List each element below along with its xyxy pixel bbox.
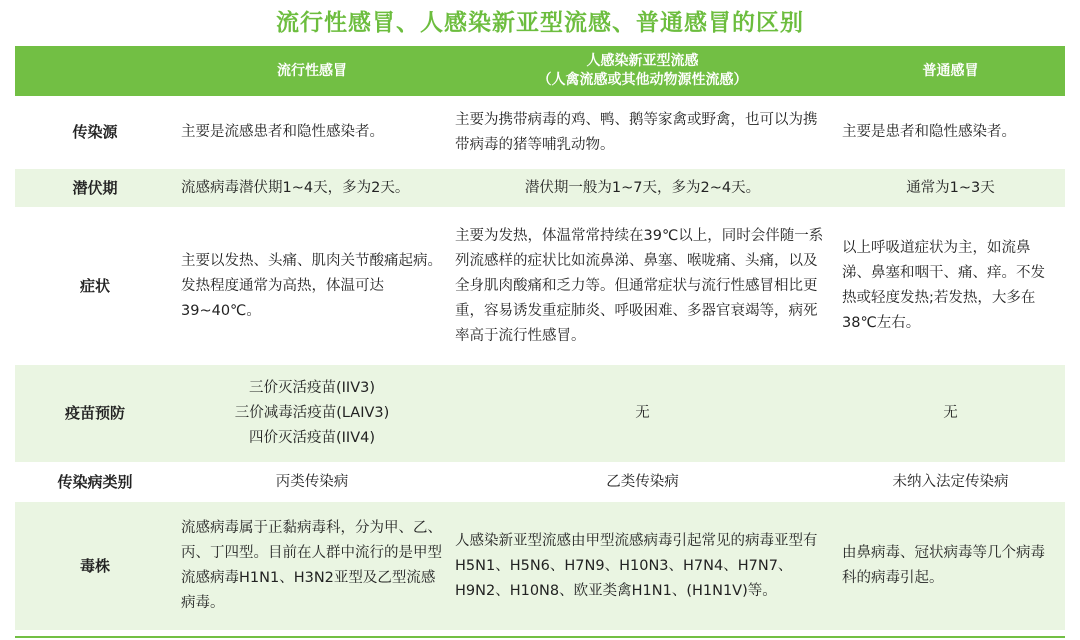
cell-flu: 主要以发热、头痛、肌肉关节酸痛起病。发热程度通常为高热，体温可达39~40℃。 <box>175 207 449 365</box>
cell-flu: 流感病毒潜伏期1~4天，多为2天。 <box>175 169 449 207</box>
header-novel-flu <box>449 46 836 96</box>
vaccine-line: 三价减毒活疫苗(LAIV3) <box>234 405 390 421</box>
cell-cold: 通常为1~3天 <box>836 169 1065 207</box>
row-disease-class <box>15 462 1065 502</box>
cell-novel: 人感染新亚型流感由甲型流感病毒引起常见的病毒亚型有H5N1、H5N6、H7N9、H10N3、H7N4、H7N7、H9N2、H10N8、欧亚类禽H1N1、(H1N1V)等。 <box>449 502 836 630</box>
header-novel-subtitle: （人禽流感或其他动物源性流感） <box>537 72 748 88</box>
row-strain <box>15 502 1065 630</box>
row-label: 症状 <box>15 207 175 365</box>
table-header-row <box>15 46 1065 96</box>
cell-flu: 主要是流感患者和隐性感染者。 <box>175 96 449 169</box>
row-label: 毒株 <box>15 502 175 630</box>
cell-flu: 丙类传染病 <box>175 462 449 502</box>
page-title: 流行性感冒、人感染新亚型流感、普通感冒的区别 <box>276 10 804 36</box>
header-flu: 流行性感冒 <box>175 46 449 96</box>
cell-cold: 未纳入法定传染病 <box>836 462 1065 502</box>
row-label: 疫苗预防 <box>15 365 175 462</box>
row-symptoms <box>15 207 1065 365</box>
cell-cold: 以上呼吸道症状为主，如流鼻涕、鼻塞和咽干、痛、痒。不发热或轻度发热;若发热，大多在38℃左右。 <box>836 207 1065 365</box>
cell-cold: 主要是患者和隐性感染者。 <box>836 96 1065 169</box>
row-incubation <box>15 169 1065 207</box>
header-common-cold: 普通感冒 <box>836 46 1065 96</box>
header-corner <box>15 46 175 96</box>
cell-flu <box>175 365 449 462</box>
vaccine-line: 三价灭活疫苗(IIV3) <box>248 380 375 396</box>
row-vaccine <box>15 365 1065 462</box>
row-label: 传染病类别 <box>15 462 175 502</box>
row-label: 传染源 <box>15 96 175 169</box>
row-label: 潜伏期 <box>15 169 175 207</box>
cell-novel: 主要为发热，体温常常持续在39℃以上，同时会伴随一系列流感样的症状比如流鼻涕、鼻塞、喉咙痛、头痛，以及全身肌肉酸痛和乏力等。但通常症状与流行性感冒相比更重，容易诱发重症肺炎、呼吸困难、多器官衰竭等，病死率高于流行性感冒。 <box>449 207 836 365</box>
cell-cold: 由鼻病毒、冠状病毒等几个病毒科的病毒引起。 <box>836 502 1065 630</box>
bottom-divider <box>15 636 1065 638</box>
cell-novel: 无 <box>449 365 836 462</box>
cell-novel: 主要为携带病毒的鸡、鸭、鹅等家禽或野禽，也可以为携带病毒的猪等哺乳动物。 <box>449 96 836 169</box>
row-infection-source <box>15 96 1065 169</box>
comparison-table <box>15 46 1065 630</box>
cell-flu: 流感病毒属于正黏病毒科，分为甲、乙、丙、丁四型。目前在人群中流行的是甲型流感病毒H1N1、H3N2亚型及乙型流感病毒。 <box>175 502 449 630</box>
cell-novel: 潜伏期一般为1~7天，多为2~4天。 <box>449 169 836 207</box>
vaccine-line: 四价灭活疫苗(IIV4) <box>248 430 375 446</box>
cell-novel: 乙类传染病 <box>449 462 836 502</box>
header-novel-title: 人感染新亚型流感 <box>586 53 699 69</box>
cell-cold: 无 <box>836 365 1065 462</box>
